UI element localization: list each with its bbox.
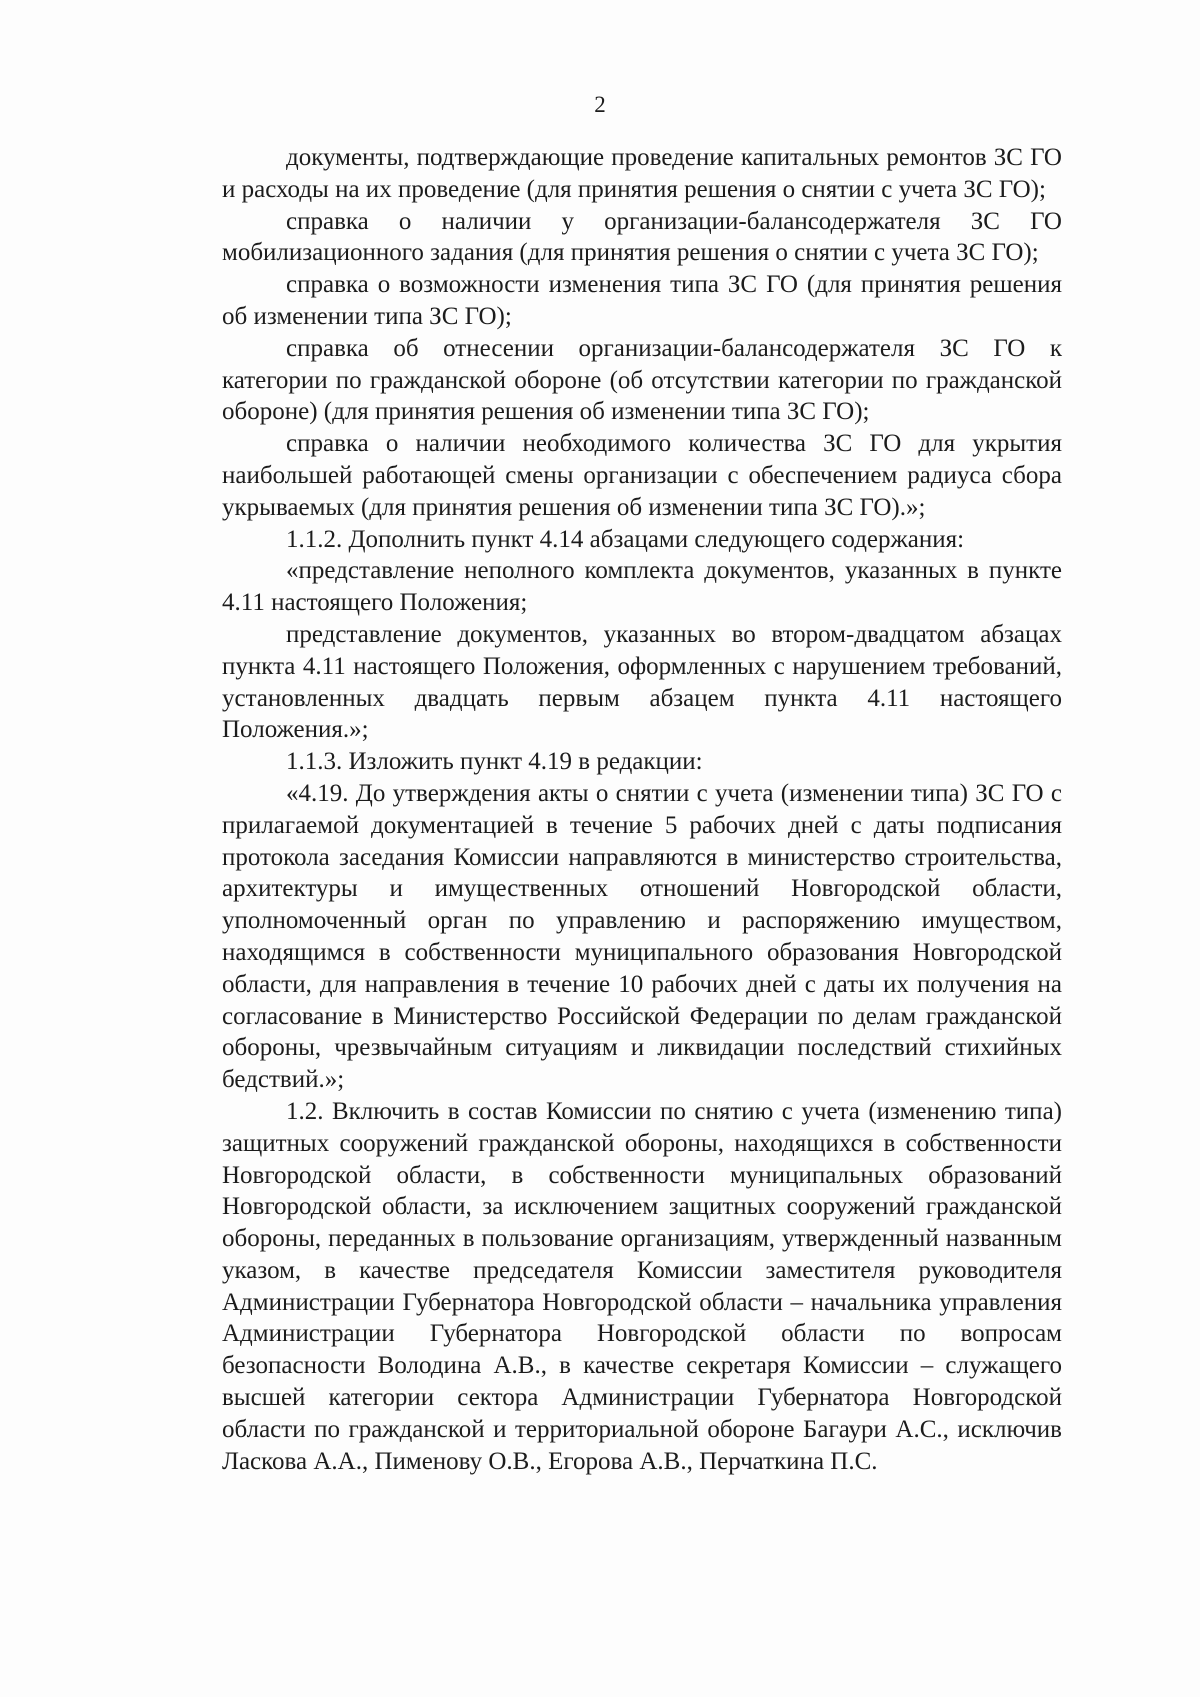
paragraph-capital-repairs-docs: документы, подтверждающие проведение капитальных ремонтов ЗС ГО и расходы на их проведение (для принятия решения о снятии с учета ЗС ГО);	[222, 144, 1062, 203]
paragraph-incomplete-docs: «представление неполного комплекта документов, указанных в пункте 4.11 настоящего Положения;	[222, 557, 1062, 617]
paragraph-item-1-1-2: 1.1.2. Дополнить пункт 4.14 абзацами следующего содержания:	[286, 525, 965, 553]
paragraph-civil-defense-category: справка об отнесении организации-балансодержателя ЗС ГО к категории по гражданской обороне (об отсутствии категории по гражданской обороне) (для принятия решения об изменении типа ЗС ГО);	[222, 334, 1062, 426]
document-body	[222, 142, 1062, 1477]
paragraph-item-1-2: 1.2. Включить в состав Комиссии по снятию с учета (изменению типа) защитных сооружений гражданской обороны, находящихся в собственности Новгородской области, в собственности муниципальных образований Новгородской области, за исключением защитных сооружений гражданской обороны, переданных в пользование организациям, утвержденный названным указом, в качестве председателя Комиссии заместителя руководителя Администрации Губернатора Новгородской области – начальника управления Администрации Губернатора Новгородской области по вопросам безопасности Володина А.В., в качестве секретаря Комиссии – служащего высшей категории сектора Администрации Губернатора Новгородской области по гражданской и территориальной обороне Багаури А.С., исключив Ласкова А.А., Пименову О.В., Егорова А.В., Перчаткина П.С.	[222, 1097, 1062, 1475]
paragraph-item-1-1-3: 1.1.3. Изложить пункт 4.19 в редакции:	[286, 748, 703, 776]
paragraph-point-4-19: «4.19. До утверждения акты о снятии с учета (изменении типа) ЗС ГО с прилагаемой документацией в течение 5 рабочих дней с даты подписания протокола заседания Комиссии направляются в министерство строительства, архитектуры и имущественных отношений Новгородской области, уполномоченный орган по управлению и распоряжению имуществом, находящимся в собственности муниципального образования Новгородской области, для направления в течение 10 рабочих дней с даты их получения на согласование в Министерство Российской Федерации по делам гражданской обороны, чрезвычайным ситуациям и ликвидации последствий стихийных бедствий.»;	[222, 779, 1062, 1094]
paragraph-shelter-capacity: справка о наличии необходимого количества ЗС ГО для укрытия наибольшей работающей смены организации с обеспечением радиуса сбора укрываемых (для принятия решения об изменении типа ЗС ГО).»;	[222, 430, 1062, 521]
page-number: 2	[594, 92, 606, 117]
paragraph-mobilization-task: справка о наличии у организации-балансодержателя ЗС ГО мобилизационного задания (для принятия решения о снятии с учета ЗС ГО);	[222, 207, 1062, 267]
paragraph-docs-violation: представление документов, указанных во втором-двадцатом абзацах пункта 4.11 настоящего Положения, оформленных с нарушением требований, установленных двадцать первым абзацем пункта 4.11 настоящего Положения.»;	[222, 620, 1062, 744]
paragraph-type-change-possibility: справка о возможности изменения типа ЗС ГО (для принятия решения об изменении типа ЗС ГО);	[222, 271, 1062, 330]
